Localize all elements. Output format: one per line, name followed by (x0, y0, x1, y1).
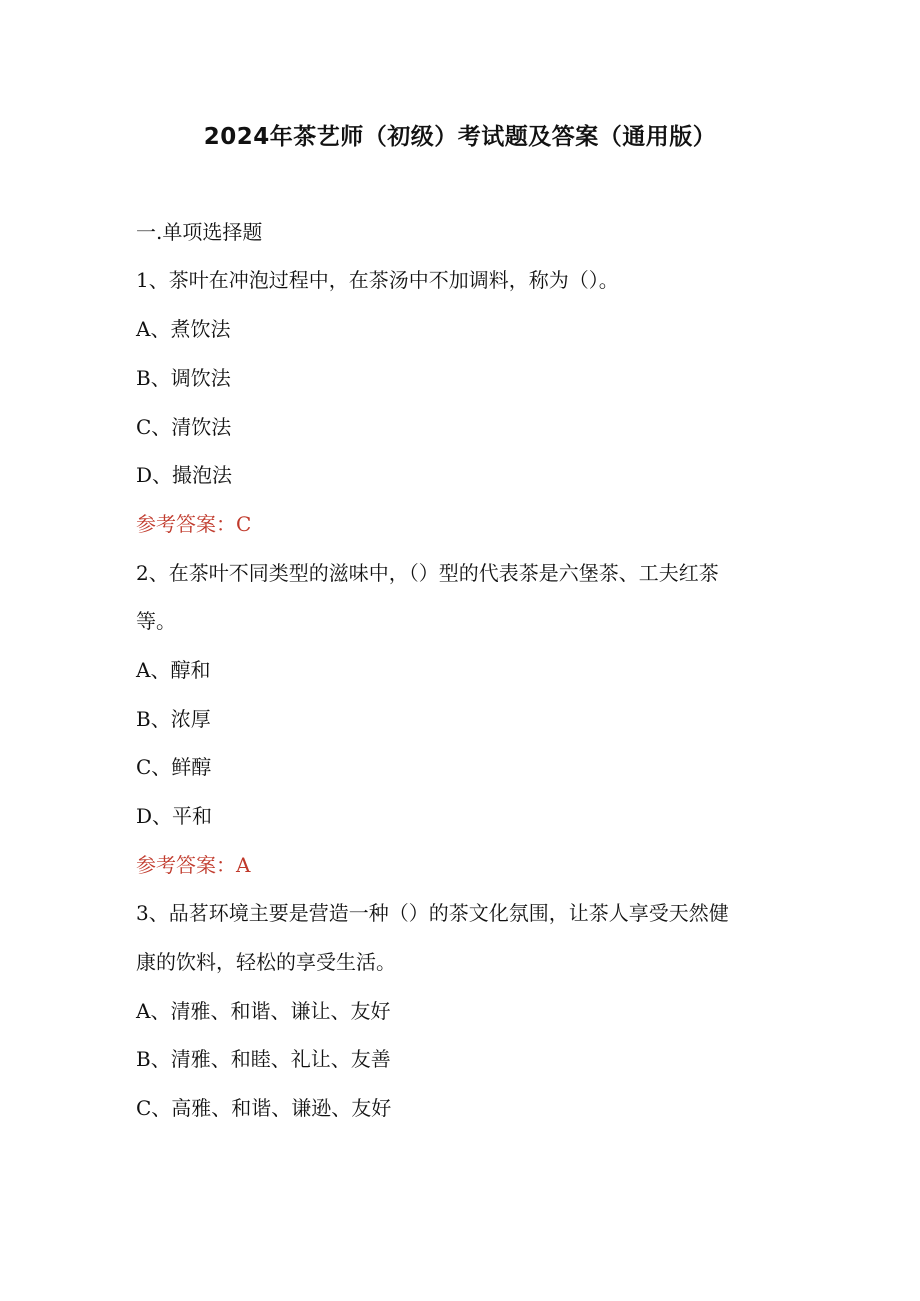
question-2-stem-line-2: 等。 (136, 609, 176, 633)
question-1-option-a: A、煮饮法 (136, 317, 231, 341)
question-1-option-d: D、撮泡法 (136, 463, 233, 487)
question-2-answer: 参考答案：A (136, 853, 251, 877)
question-1-option-c: C、清饮法 (136, 415, 232, 439)
question-3-stem-line-2: 康的饮料，轻松的享受生活。 (136, 950, 396, 974)
question-2-option-d: D、平和 (136, 804, 213, 828)
question-2-option-c: C、鲜醇 (136, 755, 212, 779)
question-3-option-b: B、清雅、和睦、礼让、友善 (136, 1047, 391, 1071)
question-2-option-b: B、浓厚 (136, 707, 211, 731)
question-2-stem-line-1: 2、在茶叶不同类型的滋味中，（）型的代表茶是六堡茶、工夫红茶 (136, 561, 719, 585)
question-1-answer: 参考答案：C (136, 512, 252, 536)
question-3-option-c: C、高雅、和谐、谦逊、友好 (136, 1096, 392, 1120)
question-3-option-a: A、清雅、和谐、谦让、友好 (136, 999, 391, 1023)
question-1-option-b: B、调饮法 (136, 366, 231, 390)
question-1-stem: 1、茶叶在冲泡过程中，在茶汤中不加调料，称为（）。 (136, 268, 619, 292)
question-3-stem-line-1: 3、品茗环境主要是营造一种（）的茶文化氛围，让茶人享受天然健 (136, 901, 729, 925)
document-title: 2024年茶艺师（初级）考试题及答案（通用版） (203, 124, 717, 150)
question-2-option-a: A、醇和 (136, 658, 211, 682)
section-heading: 一.单项选择题 (136, 220, 263, 244)
